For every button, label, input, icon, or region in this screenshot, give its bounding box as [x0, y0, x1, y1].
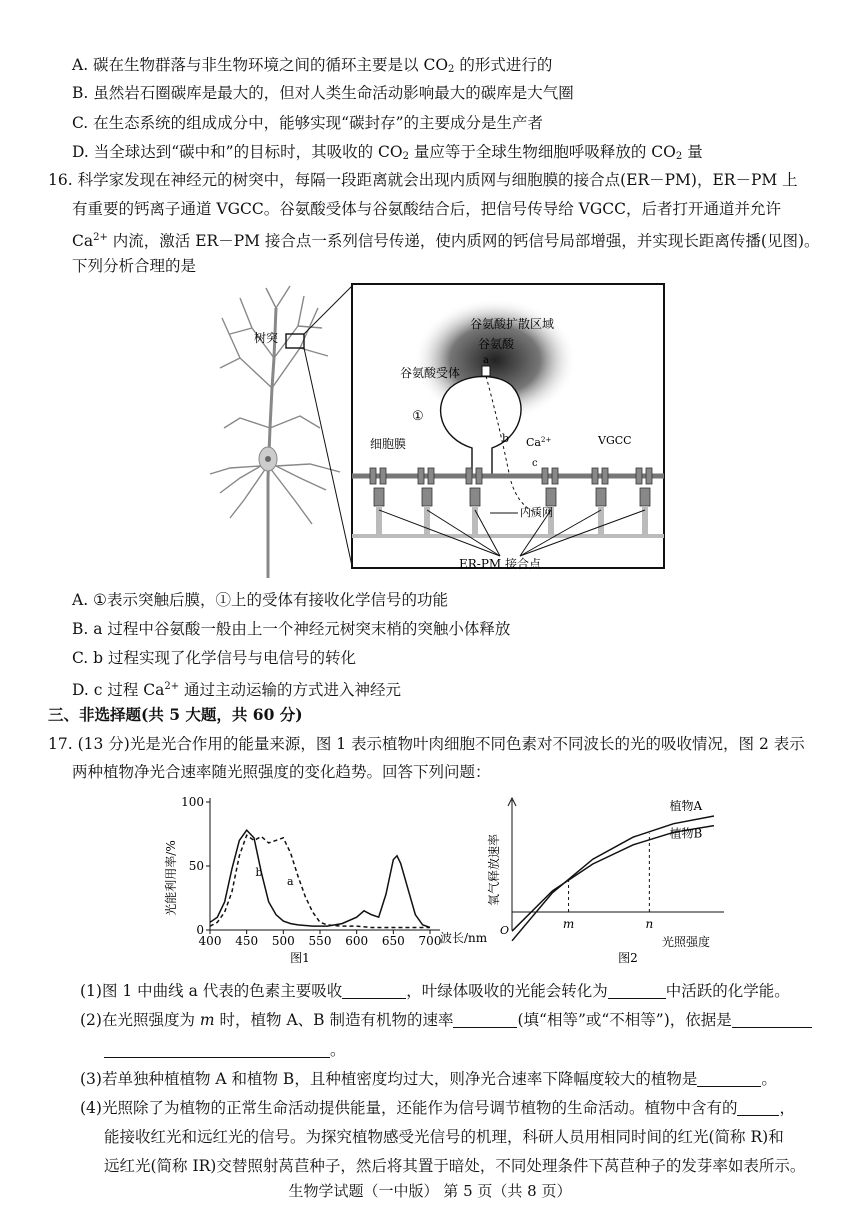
- zoom-line-top: [304, 286, 352, 334]
- q17-part2-continued: [104, 1040, 346, 1060]
- q15-option-d-text: D. 当全球达到“碳中和”的目标时，其吸收的 CO: [72, 143, 403, 161]
- q17-part3: [80, 1069, 777, 1089]
- chart1-xlabel: 波长/nm: [440, 931, 488, 945]
- q15-option-b: B. 虽然岩石圈碳库是最大的，但对人类生命活动影响最大的碳库是大气圈: [72, 84, 574, 102]
- superscript: 2+: [93, 232, 108, 243]
- label-a: a: [483, 355, 489, 366]
- period: 。: [330, 1041, 346, 1059]
- calcium-symbol: Ca: [72, 232, 94, 250]
- series-label-b: b: [255, 866, 263, 880]
- chart2-ylabel: 氧气释放速率: [487, 833, 501, 907]
- series-label-0: 植物A: [669, 799, 703, 813]
- x-tick-label: 550: [308, 934, 332, 948]
- q15-option-a-text: A. 碳在生物群落与非生物环境之间的循环主要是以 CO: [72, 56, 449, 74]
- q17-part4: [80, 1098, 795, 1118]
- q17-part2-text: (2)在光照强度为: [80, 1011, 200, 1029]
- x-tick-label: 700: [418, 934, 442, 948]
- q17-part1: [80, 981, 790, 1001]
- chart-2: [484, 790, 754, 970]
- q17-part3-text: (3)若单独种植植物 A 和植物 B，且种植密度均过大，则净光合速率下降幅度较大的植物是: [80, 1070, 698, 1088]
- section-3-heading: 三、非选择题(共 5 大题，共 60 分): [48, 705, 303, 724]
- x-tick-label: 450: [235, 934, 259, 948]
- var-m: m: [199, 1011, 215, 1029]
- q16-stem-line2: 有重要的钙离子通道 VGCC。谷氨酸受体与谷氨酸结合后，把信号传导给 VGCC，后者打开通道并允许: [72, 200, 781, 218]
- series-line-b: [210, 830, 430, 927]
- q16-option-c: C. b 过程实现了化学信号与电信号的转化: [72, 649, 357, 667]
- series-line-1: [512, 826, 714, 932]
- answer-blank[interactable]: [737, 1101, 779, 1116]
- series-label-1: 植物B: [669, 826, 703, 841]
- er-label: 内质网: [520, 506, 553, 519]
- calcium-label: $Ca^{2+}$: [526, 436, 552, 449]
- q15-option-a: [72, 55, 552, 80]
- answer-blank[interactable]: [104, 1043, 330, 1058]
- superscript: 2+: [164, 681, 180, 692]
- label-b: b: [502, 432, 510, 445]
- x-tick-label: 500: [271, 934, 295, 948]
- answer-blank[interactable]: [697, 1072, 761, 1087]
- chart2-xlabel: 光照强度: [662, 935, 711, 949]
- q16-stem-line3: [72, 228, 820, 251]
- q17-stem-line1: 17. (13 分)光是光合作用的能量来源，图 1 表示植物叶肉细胞不同色素对不同波长的光的吸收情况，图 2 表示: [48, 735, 805, 753]
- q15-option-a-text-end: 的形式进行的: [454, 56, 553, 74]
- answer-blank[interactable]: [453, 1013, 517, 1028]
- y-tick-label: 50: [188, 859, 204, 873]
- q16-stem-line1: 16. 科学家发现在神经元的树突中，每隔一段距离就会出现内质网与细胞膜的接合点(ER－PM)，ER－PM 上: [48, 171, 798, 189]
- comma: ，: [779, 1099, 795, 1117]
- q17-part4-line2: 能接收红光和远红光的信号。为探究植物感受光信号的机理，科研人员用相同时间的红光(简称 R)和: [104, 1128, 784, 1146]
- chart1-caption: 图1: [290, 951, 310, 965]
- page-footer: 生物学试题（一中版） 第 5 页（共 8 页）: [288, 1182, 572, 1200]
- q16-option-d-text: D. c 过程 Ca: [72, 681, 165, 699]
- zoom-line-bottom: [304, 348, 352, 566]
- q17-part2-text2: 时，植物 A、B 制造有机物的速率: [214, 1011, 454, 1029]
- q16-option-d: [72, 677, 401, 700]
- q16-figure: [200, 278, 670, 578]
- x-tick-label: 400: [198, 934, 222, 948]
- dendrite-label: 树突: [254, 331, 279, 345]
- q16-option-a: A. ①表示突触后膜，①上的受体有接收化学信号的功能: [72, 591, 448, 609]
- q17-part4-line3: 远红光(简称 IR)交替照射莴苣种子，然后将其置于暗处，不同处理条件下莴苣种子的发芽率如表所示。: [104, 1157, 806, 1175]
- label-c: c: [532, 458, 538, 469]
- chart-1: [160, 790, 490, 970]
- answer-blank[interactable]: [608, 984, 666, 999]
- glutamate-label: 谷氨酸: [478, 337, 515, 351]
- x-tick-label: 650: [381, 934, 405, 948]
- chart2-caption: 图2: [618, 951, 638, 965]
- x-mark-m: m: [562, 917, 575, 931]
- x-mark-n: n: [645, 917, 654, 931]
- q17-stem-line2: 两种植物净光合速率随光照强度的变化趋势。回答下列问题：: [72, 763, 491, 781]
- label-circle-1: ①: [412, 409, 424, 424]
- q17-part1-text3: 中活跃的化学能。: [665, 982, 790, 1000]
- receptor-label: 谷氨酸受体: [400, 366, 461, 380]
- q17-part1-text2: ，叶绿体吸收的光能会转化为: [406, 982, 608, 1000]
- q16-option-b: B. a 过程中谷氨酸一般由上一个神经元树突末梢的突触小体释放: [72, 620, 511, 638]
- neuron-nucleus: [265, 456, 271, 462]
- subscript: 2: [402, 151, 409, 162]
- erpm-label: ER-PM 接合点: [458, 557, 542, 571]
- vgcc-label: VGCC: [598, 434, 632, 447]
- q15-option-d-text-3: 量: [682, 143, 703, 161]
- membrane-label: 细胞膜: [370, 437, 407, 451]
- q15-option-c: C. 在生态系统的组成成分中，能够实现“碳封存”的主要成分是生产者: [72, 114, 544, 132]
- q17-part4-text: (4)光照除了为植物的正常生命活动提供能量，还能作为信号调节植物的生命活动。植物中含有的: [80, 1099, 738, 1117]
- q16-option-d-text-end: 通过主动运输的方式进入神经元: [179, 681, 402, 699]
- series-label-a: a: [287, 875, 294, 889]
- subscript: 2: [448, 64, 455, 75]
- q15-option-d: [72, 142, 703, 167]
- subscript: 2: [675, 151, 683, 162]
- diffusion-label: 谷氨酸扩散区域: [470, 317, 555, 331]
- answer-blank[interactable]: [342, 984, 406, 999]
- series-line-a: [210, 835, 430, 927]
- q17-part1-text: (1)图 1 中曲线 a 代表的色素主要吸收: [80, 982, 343, 1000]
- q15-option-d-text-2: 量应等于全球生物细胞呼吸释放的 CO: [408, 143, 676, 161]
- y-tick-label: 0: [196, 923, 204, 937]
- y-tick-label: 100: [181, 795, 204, 809]
- receptor-shape: [482, 366, 490, 376]
- x-tick-label: 600: [345, 934, 369, 948]
- q17-part2: [80, 1010, 812, 1030]
- period: 。: [761, 1070, 777, 1088]
- q16-stem-line4: 下列分析合理的是: [72, 257, 197, 275]
- answer-blank[interactable]: [732, 1013, 812, 1028]
- q17-part2-text3: (填“相等”或“不相等”)，依据是: [517, 1011, 732, 1029]
- chart2-origin: O: [500, 924, 510, 937]
- q16-stem-line3-text: 内流，激活 ER－PM 接合点一系列信号传递，使内质网的钙信号局部增强，并实现长距离传播(见图)。: [107, 232, 820, 250]
- chart1-ylabel: 光能利用率/%: [164, 840, 178, 916]
- neuron-drawing: [210, 286, 340, 578]
